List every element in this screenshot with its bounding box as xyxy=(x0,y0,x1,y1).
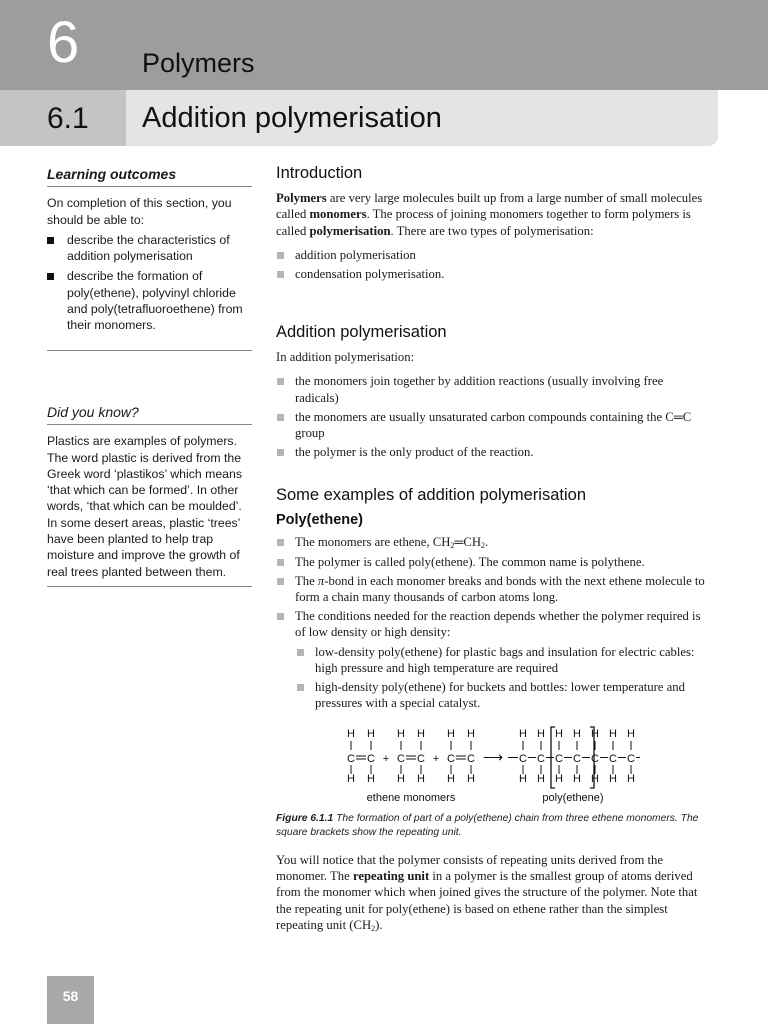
hydrogen-atom: H xyxy=(347,773,355,785)
hydrogen-atom: H xyxy=(447,728,455,740)
term-polymers: Polymers xyxy=(276,191,327,206)
monomers-label: ethene monomers xyxy=(366,792,456,804)
sidebar-divider xyxy=(47,586,252,587)
list-item: the monomers join together by addition reactions (usually involving free radicals) xyxy=(276,373,706,405)
reaction-arrow: ⟶ xyxy=(482,749,504,765)
plus-sign: + xyxy=(382,753,390,765)
addition-intro: In addition polymerisation: xyxy=(276,350,415,365)
list-item: the polymer is the only product of the reaction. xyxy=(276,444,706,460)
hydrogen-atom: H xyxy=(555,773,563,785)
learning-outcomes-intro: On completion of this section, you should be able to: xyxy=(47,196,232,227)
hydrogen-atom: H xyxy=(537,728,545,740)
polymer-label: poly(ethene) xyxy=(542,792,604,804)
list-item: The π-bond in each monomer breaks and bonds with the next ethene molecule to form a chain many thousands of carbon atoms long. xyxy=(276,573,706,605)
examples-section xyxy=(276,487,706,714)
list-item: high-density poly(ethene) for buckets and bottles: lower temperature and pressures with a special catalyst. xyxy=(296,679,706,711)
hydrogen-atom: H xyxy=(397,728,405,740)
list-item: The conditions needed for the reaction depends whether the polymer required is of low density or high density: xyxy=(276,608,706,640)
polymerisation-figure xyxy=(276,724,706,810)
density-sub-list xyxy=(296,644,706,712)
chapter-number: 6 xyxy=(47,10,80,75)
addition-section xyxy=(276,324,706,463)
chapter-band xyxy=(0,0,768,90)
did-you-know-text: Plastics are examples of polymers. The word plastic is derived from the Greek word ‘plastikos’ which means ‘that which can be formed’. In other words, ‘that which can be moulded’. In some desert areas, plastic ‘trees’ have been planted to help trap moisture and improve the growth of real trees planted between them. xyxy=(47,434,243,579)
list-item: addition polymerisation xyxy=(276,247,706,263)
addition-list xyxy=(276,373,706,460)
learning-outcomes-heading: Learning outcomes xyxy=(47,166,252,187)
introduction-section xyxy=(276,165,706,285)
list-item: low-density poly(ethene) for plastic bags and insulation for electric cables: high pressure and high temperature are required xyxy=(296,644,706,676)
hydrogen-atom: H xyxy=(467,773,475,785)
hydrogen-atom: H xyxy=(627,773,635,785)
carbon-atom: C xyxy=(537,753,545,765)
term-polymerisation: polymerisation xyxy=(309,223,391,238)
polymerisation-types-list xyxy=(276,247,706,282)
carbon-atom: C xyxy=(591,753,599,765)
carbon-atom: C xyxy=(609,753,617,765)
closing-section xyxy=(276,852,706,941)
term-repeating-unit: repeating unit xyxy=(352,869,430,884)
carbon-atom: C xyxy=(367,753,375,765)
list-item: The monomers are ethene, $CH_2═CH_2$. xyxy=(276,534,706,550)
page-number: 58 xyxy=(62,988,79,1004)
carbon-atom: C xyxy=(573,753,581,765)
carbon-atom: C xyxy=(555,753,563,765)
list-item: describe the formation of poly(ethene), polyvinyl chloride and poly(tetrafluoroethene) from their monomers. xyxy=(47,268,252,333)
hydrogen-atom: H xyxy=(555,728,563,740)
carbon-atom: C xyxy=(447,753,455,765)
term-monomers: monomers xyxy=(309,207,367,222)
hydrogen-atom: H xyxy=(573,728,581,740)
carbon-atom: C xyxy=(347,753,355,765)
sidebar-divider xyxy=(47,350,252,351)
hydrogen-atom: H xyxy=(537,773,545,785)
pi-symbol: π xyxy=(317,573,325,588)
hydrogen-atom: H xyxy=(591,728,599,740)
list-item: The polymer is called poly(ethene). The common name is polythene. xyxy=(276,554,706,570)
carbon-atom: C xyxy=(417,753,425,765)
hydrogen-atom: H xyxy=(417,728,425,740)
carbon-atom: C xyxy=(467,753,475,765)
chapter-title: Polymers xyxy=(142,48,255,78)
carbon-atom: C xyxy=(627,753,635,765)
introduction-heading: Introduction xyxy=(276,164,363,182)
plus-sign: + xyxy=(432,753,440,765)
poly-ethene-heading: Poly(ethene) xyxy=(276,512,364,529)
hydrogen-atom: H xyxy=(347,728,355,740)
hydrogen-atom: H xyxy=(367,728,375,740)
hydrogen-atom: H xyxy=(627,728,635,740)
figure-label: Figure 6.1.1 xyxy=(276,813,334,824)
section-number: 6.1 xyxy=(47,102,89,135)
figure-atoms xyxy=(347,728,635,785)
carbon-atom: C xyxy=(397,753,405,765)
hydrogen-atom: H xyxy=(609,773,617,785)
examples-heading: Some examples of addition polymerisation xyxy=(276,486,586,504)
addition-heading: Addition polymerisation xyxy=(276,323,447,341)
hydrogen-atom: H xyxy=(397,773,405,785)
hydrogen-atom: H xyxy=(591,773,599,785)
list-item: the monomers are usually unsaturated carbon compounds containing the C═C group xyxy=(276,409,706,441)
learning-outcomes-box xyxy=(47,166,252,338)
closing-paragraph: You will notice that the polymer consists of repeating units derived from the monomer. The repeating unit in a polymer is the smallest group of atoms derived from the monomer which when joined gives the structure of the polymer. Note that the repeating unit for poly(ethene) is based on ethene rather than the simplest repeating unit $(CH_2)$. xyxy=(276,853,698,933)
hydrogen-atom: H xyxy=(519,728,527,740)
hydrogen-atom: H xyxy=(417,773,425,785)
hydrogen-atom: H xyxy=(367,773,375,785)
introduction-paragraph: Polymers are very large molecules built up from a large number of small molecules called monomers. The process of joining monomers together to form polymers is called polymerisation. There are two types of polymerisation: xyxy=(276,191,703,238)
hydrogen-atom: H xyxy=(573,773,581,785)
hydrogen-atom: H xyxy=(609,728,617,740)
section-title: Addition polymerisation xyxy=(142,102,442,134)
learning-outcomes-list xyxy=(47,232,252,334)
examples-list xyxy=(276,534,706,640)
figure-caption: Figure 6.1.1 The formation of part of a poly(ethene) chain from three ethene monomers. The square brackets show the repeating unit. xyxy=(276,813,699,838)
did-you-know-box xyxy=(47,404,252,580)
hydrogen-atom: H xyxy=(519,773,527,785)
list-item: describe the characteristics of addition polymerisation xyxy=(47,232,252,265)
hydrogen-atom: H xyxy=(447,773,455,785)
hydrogen-atom: H xyxy=(467,728,475,740)
did-you-know-heading: Did you know? xyxy=(47,404,252,425)
list-item: condensation polymerisation. xyxy=(276,266,706,282)
carbon-atom: C xyxy=(519,753,527,765)
